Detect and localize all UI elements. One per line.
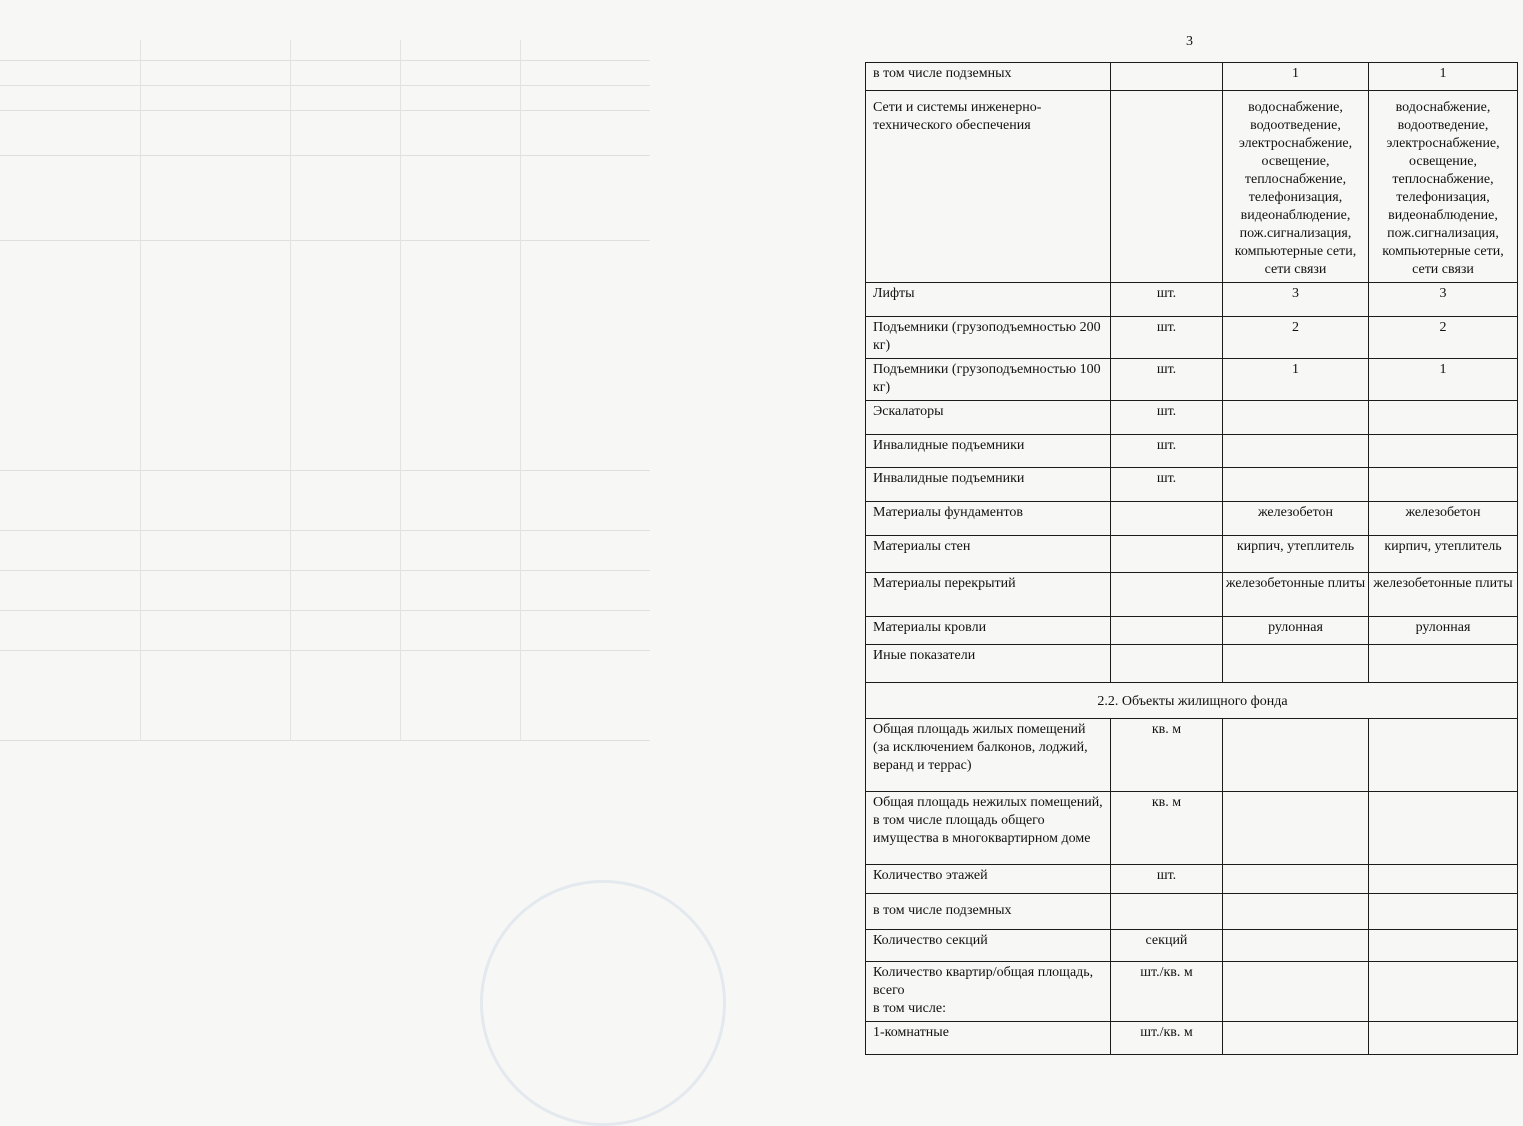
table-row [866,962,1518,1022]
row-value-fact: кирпич, утеплитель [1369,536,1518,573]
row-value-fact [1369,401,1518,435]
row-value-project [1223,645,1369,683]
table-row [866,617,1518,645]
reverse-page-show-through [0,40,650,1080]
row-unit [1111,645,1223,683]
row-value-fact [1369,894,1518,930]
row-label: Лифты [866,283,1111,317]
row-unit [1111,573,1223,617]
row-value-fact [1369,930,1518,962]
row-value-project: рулонная [1223,617,1369,645]
row-unit: кв. м [1111,719,1223,792]
row-value-fact: железобетон [1369,502,1518,536]
row-unit: шт. [1111,435,1223,468]
row-label: Материалы фундаментов [866,502,1111,536]
row-label: Количество секций [866,930,1111,962]
row-label: Материалы перекрытий [866,573,1111,617]
row-value-project: железобетонные плиты [1223,573,1369,617]
row-value-project [1223,894,1369,930]
row-value-project [1223,468,1369,502]
row-value-project [1223,401,1369,435]
row-label: Количество этажей [866,865,1111,894]
table-row [866,502,1518,536]
row-value-project: 1 [1223,63,1369,91]
table-row [866,573,1518,617]
table-row [866,1022,1518,1055]
row-unit: шт. [1111,401,1223,435]
row-value-fact [1369,865,1518,894]
section-heading: 2.2. Объекты жилищного фонда [866,683,1518,719]
row-label: Общая площадь жилых помещений (за исключением балконов, лоджий, веранд и террас) [866,719,1111,792]
table-row [866,536,1518,573]
row-value-fact [1369,792,1518,865]
table-row [866,91,1518,283]
row-value-project [1223,962,1369,1022]
row-value-fact [1369,962,1518,1022]
row-value-fact: 2 [1369,317,1518,359]
row-value-fact [1369,645,1518,683]
row-unit: шт. [1111,359,1223,401]
row-label: Инвалидные подъемники [866,468,1111,502]
table-row [866,792,1518,865]
row-value-fact: 1 [1369,359,1518,401]
row-value-fact [1369,719,1518,792]
table-row [866,645,1518,683]
row-unit [1111,63,1223,91]
row-value-project: 2 [1223,317,1369,359]
row-value-fact: 1 [1369,63,1518,91]
row-value-fact: 3 [1369,283,1518,317]
row-value-fact: железобетонные плиты [1369,573,1518,617]
row-unit [1111,536,1223,573]
table-row [866,719,1518,792]
table-row [866,930,1518,962]
row-unit: кв. м [1111,792,1223,865]
characteristics-table [865,62,1518,1055]
row-unit: шт. [1111,317,1223,359]
row-value-project [1223,719,1369,792]
row-label: Эскалаторы [866,401,1111,435]
row-value-project: железобетон [1223,502,1369,536]
stamp-seal [480,880,726,1126]
row-label: Подъемники (грузоподъемностью 100 кг) [866,359,1111,401]
table-row [866,283,1518,317]
row-label: Иные показатели [866,645,1111,683]
row-value-project: 1 [1223,359,1369,401]
row-unit [1111,617,1223,645]
row-value-fact [1369,468,1518,502]
table-row [866,435,1518,468]
row-unit [1111,91,1223,283]
row-value-project: 3 [1223,283,1369,317]
row-unit: шт./кв. м [1111,962,1223,1022]
row-label: 1-комнатные [866,1022,1111,1055]
row-value-project [1223,1022,1369,1055]
row-unit: шт. [1111,865,1223,894]
row-label: Общая площадь нежилых помещений, в том числе площадь общего имущества в многоквартирном доме [866,792,1111,865]
section-heading-row [866,683,1518,719]
row-label: в том числе подземных [866,894,1111,930]
row-value-fact: рулонная [1369,617,1518,645]
row-value-project [1223,792,1369,865]
table-row [866,401,1518,435]
table-row [866,865,1518,894]
row-value-fact: водоснабжение, водоотведение, электроснабжение, освещение, теплоснабжение, телефонизация, видеонаблюдение, пож.сигнализация, компьютерные сети, сети связи [1369,91,1518,283]
row-label: Подъемники (грузоподъемностью 200 кг) [866,317,1111,359]
row-value-project: кирпич, утеплитель [1223,536,1369,573]
row-unit: шт./кв. м [1111,1022,1223,1055]
row-label: Материалы стен [866,536,1111,573]
row-value-project: водоснабжение, водоотведение, электроснабжение, освещение, теплоснабжение, телефонизация, видеонаблюдение, пож.сигнализация, компьютерные сети, сети связи [1223,91,1369,283]
table-row [866,359,1518,401]
table-row [866,468,1518,502]
row-unit [1111,502,1223,536]
row-label: Сети и системы инженерно-технического обеспечения [866,91,1111,283]
row-value-project [1223,865,1369,894]
row-value-fact [1369,1022,1518,1055]
row-value-fact [1369,435,1518,468]
table-row [866,894,1518,930]
row-label: в том числе подземных [866,63,1111,91]
row-label: Материалы кровли [866,617,1111,645]
row-unit: секций [1111,930,1223,962]
row-value-project [1223,930,1369,962]
row-unit: шт. [1111,283,1223,317]
row-unit: шт. [1111,468,1223,502]
row-label: Количество квартир/общая площадь, всего в том числе: [866,962,1111,1022]
table-row [866,317,1518,359]
row-value-project [1223,435,1369,468]
row-unit [1111,894,1223,930]
table-row [866,63,1518,91]
row-label: Инвалидные подъемники [866,435,1111,468]
page-number: 3 [1186,34,1193,49]
